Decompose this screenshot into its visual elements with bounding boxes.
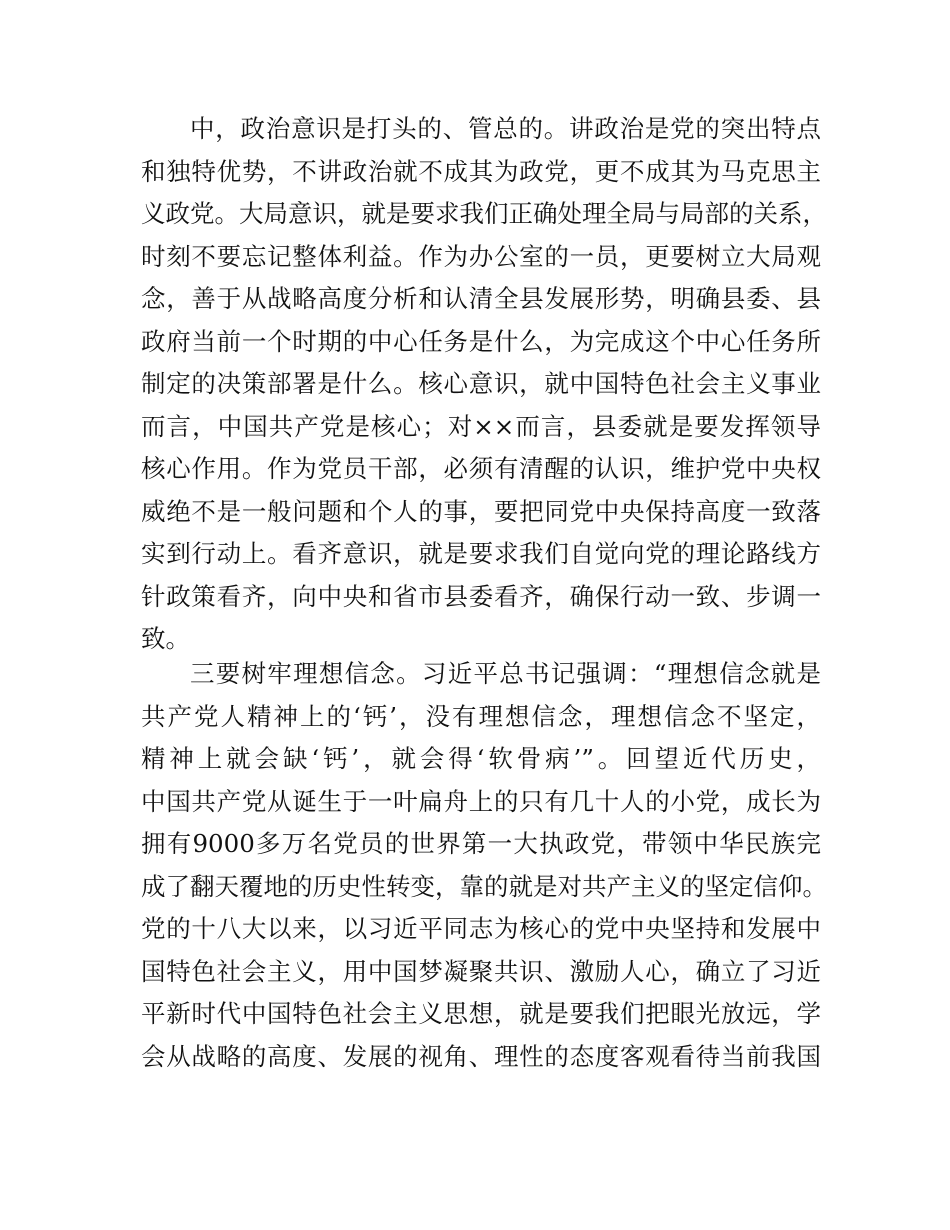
text-line: 国特色社会主义，用中国梦凝聚共识、激励人心，确立了习近: [141, 956, 821, 986]
text-line: 共产党人精神上的‘钙’，没有理想信念，理想信念不坚定，: [141, 701, 821, 731]
text-line: 中，政治意识是打头的、管总的。讲政治是党的突出特点: [190, 114, 821, 143]
text-line: 政府当前一个时期的中心任务是什么，为完成这个中心任务所: [141, 326, 821, 356]
text-line: 而言，中国共产党是核心；对××而言，县委就是要发挥领导: [141, 411, 821, 441]
text-line: 致。: [141, 624, 190, 653]
text-line: 成了翻天覆地的历史性转变，靠的就是对共产主义的坚定信仰。: [141, 871, 827, 901]
text-line: 平新时代中国特色社会主义思想，就是要我们把眼光放远，学: [141, 999, 821, 1028]
text-line: 威绝不是一般问题和个人的事，要把同党中央保持高度一致落: [141, 496, 821, 526]
text-line: 和独特优势，不讲政治就不成其为政党，更不成其为马克思主: [141, 156, 821, 186]
text-line: 念，善于从战略高度分析和认清全县发展形势，明确县委、县: [141, 284, 821, 313]
paragraph-ideals-and-beliefs: [141, 653, 827, 1078]
text-line: 义政党。大局意识，就是要求我们正确处理全局与局部的关系，: [141, 199, 827, 228]
text-line: 拥有9000多万名党员的世界第一大执政党，带领中华民族完: [141, 829, 821, 858]
text-line: 中国共产党从诞生于一叶扁舟上的只有几十人的小党，成长为: [141, 786, 821, 816]
text-line: 会从战略的高度、发展的视角、理性的态度客观看待当前我国: [141, 1041, 821, 1071]
text-line: 核心作用。作为党员干部，必须有清醒的认识，维护党中央权: [141, 454, 821, 483]
text-line: 党的十八大以来，以习近平同志为核心的党中央坚持和发展中: [141, 914, 821, 943]
text-line: 制定的决策部署是什么。核心意识，就中国特色社会主义事业: [141, 369, 821, 398]
text-line: 时刻不要忘记整体利益。作为办公室的一员，更要树立大局观: [141, 241, 821, 271]
text-line: 三要树牢理想信念。习近平总书记强调：“理想信念就是: [190, 659, 821, 688]
paragraph-political-awareness: [141, 108, 827, 661]
text-line: 实到行动上。看齐意识，就是要求我们自觉向党的理论路线方: [141, 539, 821, 568]
text-line: 针政策看齐，向中央和省市县委看齐，确保行动一致、步调一: [141, 581, 821, 611]
text-line: 精神上就会缺‘钙’，就会得‘软骨病’”。回望近代历史，: [141, 744, 821, 773]
